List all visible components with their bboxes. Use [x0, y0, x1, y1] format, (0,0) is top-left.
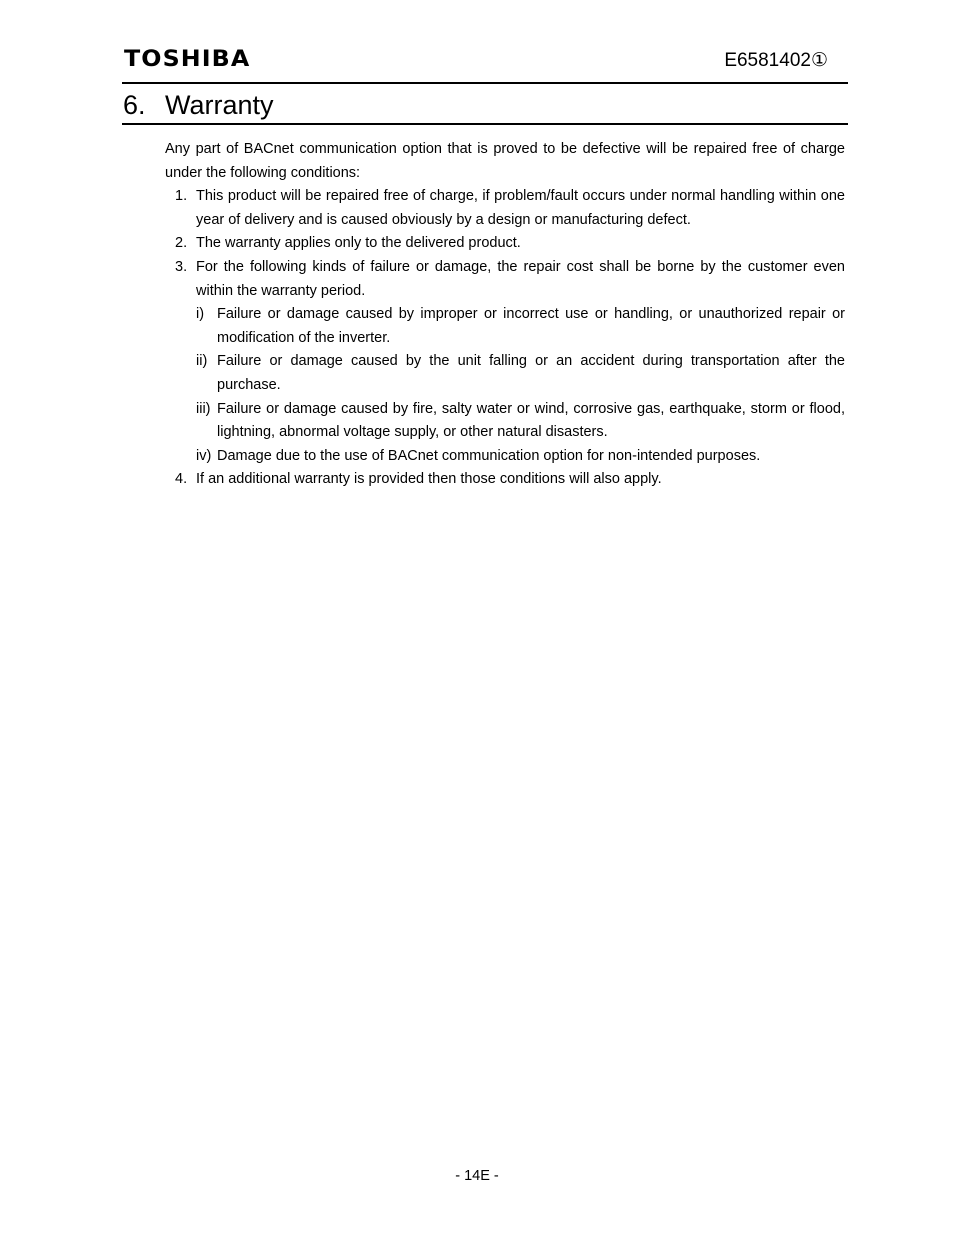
condition-marker: 4.: [175, 471, 188, 488]
exclusion-marker: ii): [196, 353, 208, 370]
condition-text: This product will be repaired free of charge, if problem/fault occurs under normal handling within one year of delivery and is caused obviously by a design or manufacturing defect.: [196, 188, 845, 228]
condition-list: [165, 185, 845, 492]
exclusion-marker: iii): [196, 400, 211, 417]
condition-item-4: [165, 468, 845, 492]
exclusion-item-3: [196, 398, 845, 445]
condition-item-2: [165, 232, 845, 256]
condition-text: If an additional warranty is provided then those conditions will also apply.: [196, 471, 662, 488]
exclusion-list: [196, 303, 845, 468]
header-rule-top: [122, 82, 848, 84]
toshiba-logo: TOSHIBA: [124, 47, 251, 72]
page-number: - 14E -: [455, 1168, 499, 1184]
condition-text: For the following kinds of failure or damage, the repair cost shall be borne by the customer even within the warranty period.: [196, 258, 845, 299]
exclusion-text: Failure or damage caused by improper or incorrect use or handling, or unauthorized repair or modification of the inverter.: [217, 306, 845, 346]
exclusion-item-2: [196, 350, 845, 397]
header-rule-bottom: [122, 123, 848, 125]
warranty-body: [165, 138, 845, 492]
condition-marker: 1.: [175, 188, 188, 205]
exclusion-text: Failure or damage caused by fire, salty water or wind, corrosive gas, earthquake, storm or flood, lightning, abnormal voltage supply, or other natural disasters.: [217, 400, 845, 441]
exclusion-text: Damage due to the use of BACnet communication option for non-intended purposes.: [217, 447, 761, 464]
section-number: 6.: [123, 90, 146, 120]
exclusion-text: Failure or damage caused by the unit falling or an accident during transportation after the purchase.: [217, 353, 845, 393]
condition-text: The warranty applies only to the delivered product.: [196, 235, 521, 252]
exclusion-marker: iv): [196, 447, 212, 464]
warranty-intro: Any part of BACnet communication option that is proved to be defective will be repaired free of charge under the following conditions:: [165, 141, 845, 181]
condition-item-1: [165, 185, 845, 232]
section-title: [123, 88, 274, 122]
document-code: E6581402①: [724, 50, 828, 71]
condition-marker: 2.: [175, 235, 188, 252]
condition-marker: 3.: [175, 258, 188, 275]
condition-item-3: [165, 256, 845, 468]
exclusion-item-4: [196, 445, 845, 469]
exclusion-marker: i): [196, 306, 205, 323]
exclusion-item-1: [196, 303, 845, 350]
section-title-text: Warranty: [165, 90, 274, 120]
